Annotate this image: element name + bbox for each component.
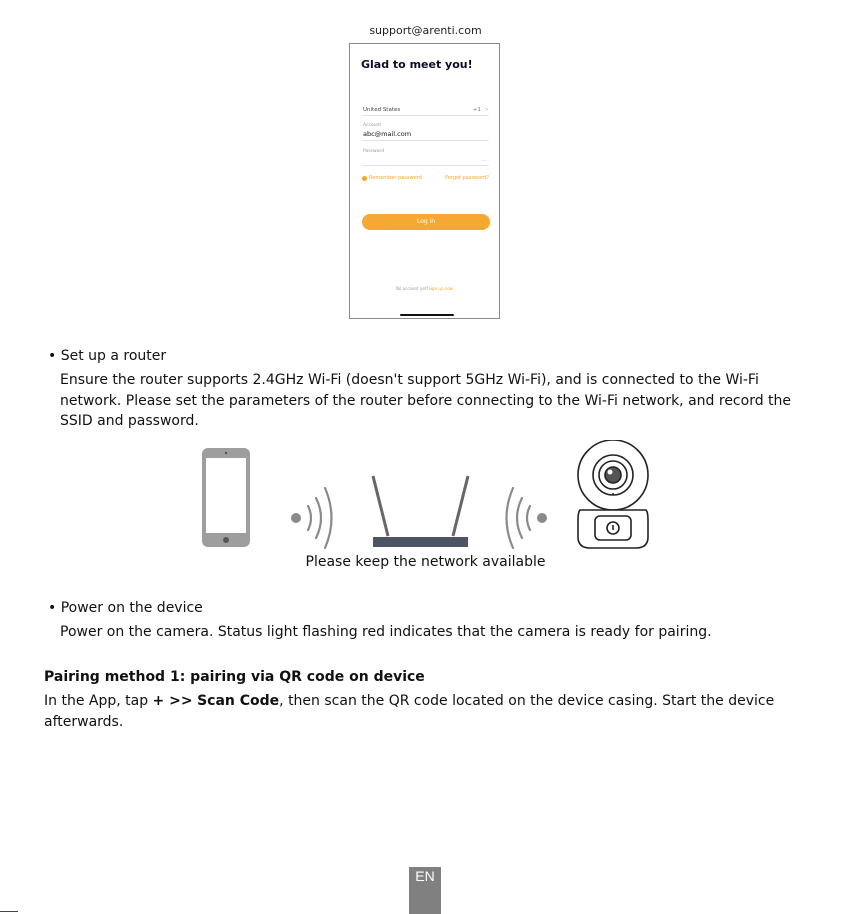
camera-icon [578,440,648,548]
signup-prompt: No account yet?Sign up now [395,286,454,291]
home-indicator [400,314,454,316]
support-email: support@arenti.com [369,24,482,37]
section-router-body: Ensure the router supports 2.4GHz Wi-Fi (doesn't support 5GHz Wi-Fi), and is connected to the Wi-Fi network. Please set the parameters of the router before connecting to the Wi-Fi network, and record the SSID and password. [60,372,792,429]
forgot-password-link: Forgot password? [445,175,489,181]
illustration-caption: Please keep the network available [305,554,546,570]
divider [362,115,489,116]
login-button: Log in [362,214,490,230]
signup-link: Sign up now [428,286,454,291]
page-edge-mark [0,911,18,912]
plus-path: + >> [152,693,193,709]
language-tab-label: EN [415,868,435,884]
wifi-signal-icon [291,488,332,548]
country-selector: United States [363,107,401,113]
login-screenshot [349,43,500,319]
divider [362,165,489,166]
section-router-title: • Set up a router [48,348,167,364]
password-label: Password [363,149,385,154]
scan-code-label: Scan Code [197,693,280,709]
pairing-heading: Pairing method 1: pairing via QR code on device [44,669,425,685]
account-label: Account [363,123,382,128]
router-icon [373,476,468,547]
chevron-right-icon: > [484,107,489,113]
wifi-signal-icon [507,488,548,548]
greeting-title: Glad to meet you! [361,58,473,71]
remember-password: Remember password [369,175,422,181]
eye-closed-icon: -— [481,158,487,163]
check-icon [362,176,367,181]
phone-icon [202,448,250,547]
network-illustration [190,440,670,552]
account-field: abc@mail.com [363,130,412,138]
section-power-body: Power on the camera. Status light flashing red indicates that the camera is ready for pairing. [60,624,712,640]
divider [362,140,489,141]
pairing-instructions: In the App, tap + >> Scan Code, then scan the QR code located on the device casing. Start the device afterwards. [44,693,775,730]
country-code: +1 > [472,107,489,113]
section-power-title: • Power on the device [48,600,203,616]
